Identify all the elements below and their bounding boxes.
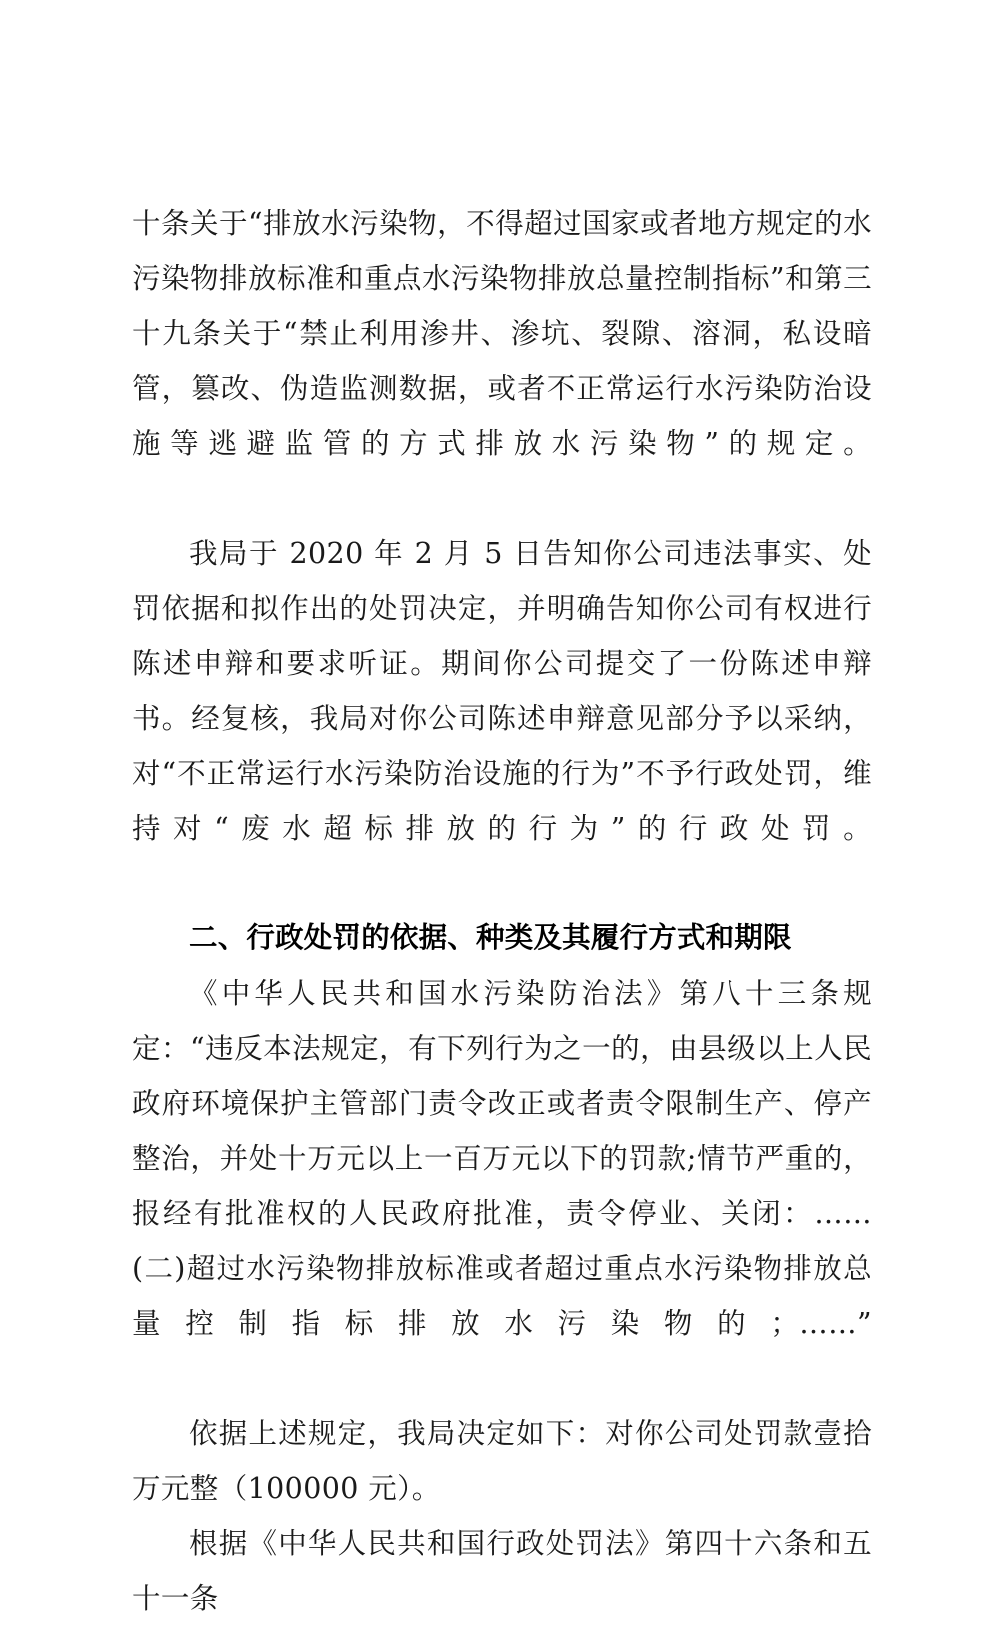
- paragraph-quote-continuation: 十条关于“排放水污染物，不得超过国家或者地方规定的水污染物排放标准和重点水污染物排放总量控制指标”和第三十九条关于“禁止利用渗井、渗坑、裂隙、溶洞，私设暗管，篡改、伪造监测数据，或者不正常运行水污染防治设施等逃避监管的方式排放水污染物”的规定。: [132, 207, 872, 460]
- paragraph-decision: 依据上述规定，我局决定如下：对你公司处罚款壹拾万元整（100000 元）。: [132, 1417, 872, 1505]
- document-body: [132, 196, 872, 1626]
- paragraph-basis-penalty-law: 根据《中华人民共和国行政处罚法》第四十六条和五十一条: [132, 1527, 872, 1615]
- heading-section-two: 二、行政处罚的依据、种类及其履行方式和期限: [189, 922, 792, 954]
- paragraph-law-citation: 《中华人民共和国水污染防治法》第八十三条规定：“违反本法规定，有下列行为之一的，由县级以上人民政府环境保护主管部门责令改正或者责令限制生产、停产整治，并处十万元以上一百万元以下的罚款;情节严重的，报经有批准权的人民政府批准，责令停业、关闭：……(二)超过水污染物排放标准或者超过重点水污染物排放总量控制指标排放水污染物的；……”: [132, 977, 872, 1340]
- paragraph-notification: 我局于 2020 年 2 月 5 日告知你公司违法事实、处罚依据和拟作出的处罚决定，并明确告知你公司有权进行陈述申辩和要求听证。期间你公司提交了一份陈述申辩书。经复核，我局对你公司陈述申辩意见部分予以采纳，对“不正常运行水污染防治设施的行为”不予行政处罚，维持对“废水超标排放的行为”的行政处罚。: [132, 537, 872, 845]
